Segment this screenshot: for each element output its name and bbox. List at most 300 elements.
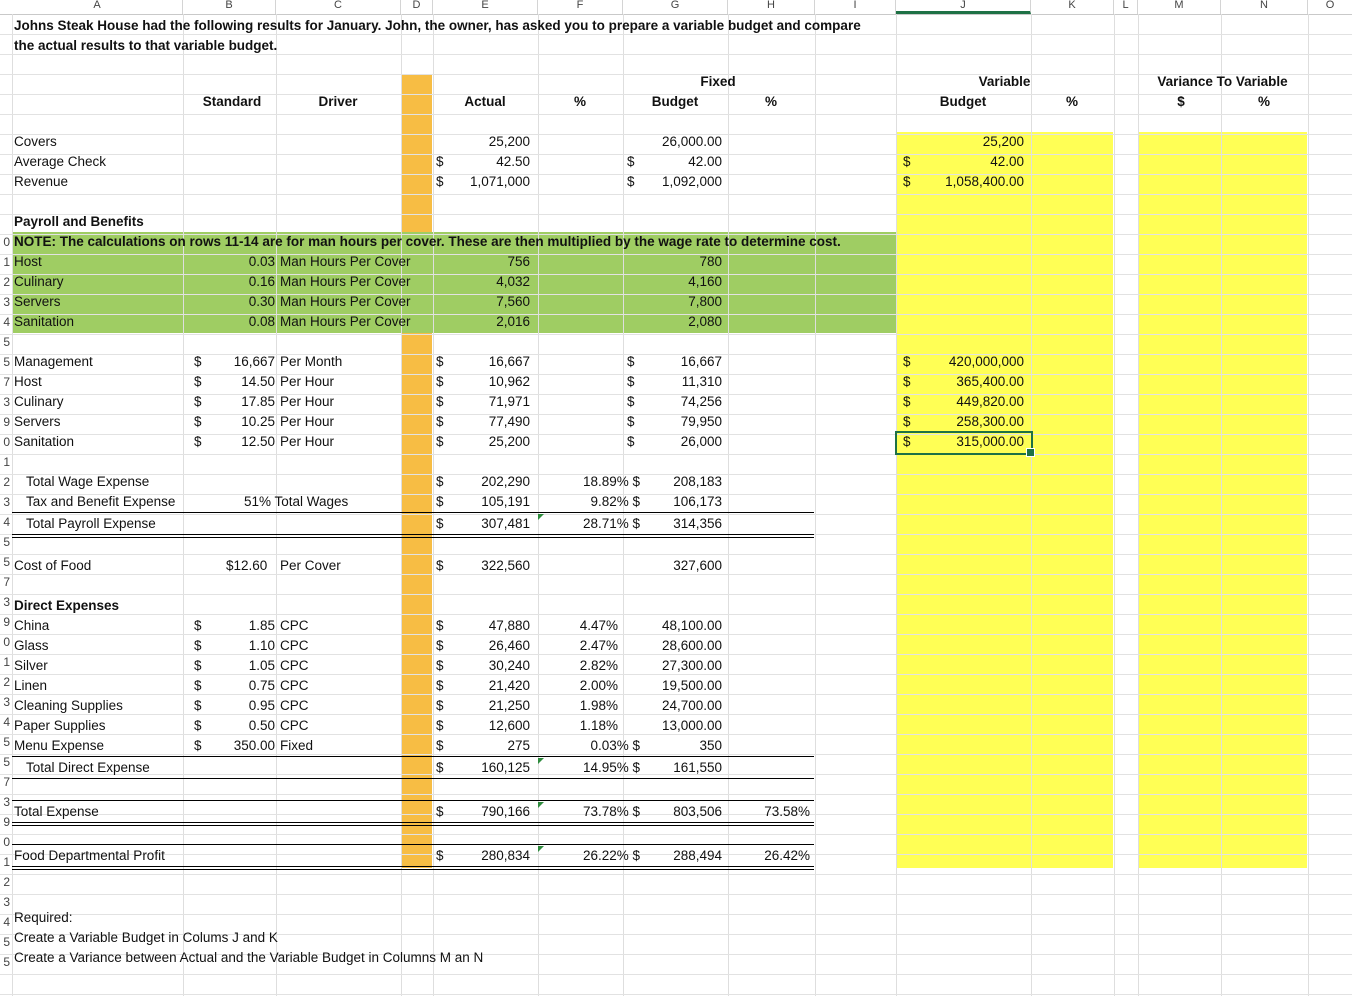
error-indicator-icon[interactable] xyxy=(538,514,544,520)
row-number[interactable]: 2 xyxy=(3,675,10,689)
col-header-i[interactable]: I xyxy=(815,0,896,14)
col-header-j[interactable]: J xyxy=(896,0,1031,14)
wage-actual-currency: $ xyxy=(436,374,444,389)
payroll-total-currency: $ xyxy=(436,516,444,531)
wage-budget-currency: $ xyxy=(627,374,635,389)
row-number[interactable]: 2 xyxy=(3,875,10,889)
profit-currency: $ xyxy=(436,848,444,863)
col-header-l[interactable]: L xyxy=(1114,0,1138,14)
profit-budget-pct[interactable]: 26.42% xyxy=(764,848,810,863)
gridline-vertical xyxy=(401,14,402,996)
gridline-horizontal xyxy=(0,894,1352,895)
direct-budget[interactable]: 19,500.00 xyxy=(661,678,722,693)
direct-driver[interactable]: CPC xyxy=(280,638,309,653)
wage-std-currency: $ xyxy=(194,434,202,449)
gridline-horizontal xyxy=(0,454,1352,455)
direct-budget[interactable]: 28,600.00 xyxy=(661,638,722,653)
direct-budget[interactable]: 48,100.00 xyxy=(661,618,722,633)
row-number[interactable]: 4 xyxy=(3,315,10,329)
gridline-horizontal xyxy=(0,594,1352,595)
direct-actual-currency: $ xyxy=(436,718,444,733)
var-avg-check-currency: $ xyxy=(903,154,911,169)
total-expense-currency: $ xyxy=(436,804,444,819)
payroll-total-actual[interactable]: 105,191 xyxy=(481,494,530,509)
border-line xyxy=(12,869,814,870)
direct-actual-currency: $ xyxy=(436,618,444,633)
direct-expense-label[interactable]: Paper Supplies xyxy=(14,718,106,733)
budget-covers[interactable]: 26,000.00 xyxy=(661,134,722,149)
row-number[interactable]: 3 xyxy=(3,495,10,509)
wage-actual-currency: $ xyxy=(436,414,444,429)
direct-expense-label[interactable]: Silver xyxy=(14,658,48,673)
wage-label[interactable]: Culinary xyxy=(14,394,64,409)
gridline-vertical xyxy=(12,14,13,996)
gridline-vertical xyxy=(183,14,184,996)
error-indicator-icon[interactable] xyxy=(538,758,544,764)
label-average-check[interactable]: Average Check xyxy=(14,154,107,169)
wage-var-currency: $ xyxy=(903,414,911,429)
wage-budget-currency: $ xyxy=(627,394,635,409)
border-line xyxy=(12,800,814,801)
payroll-total-label[interactable]: Total Wage Expense xyxy=(26,474,150,489)
total-expense-budget-pct[interactable]: 73.58% xyxy=(764,804,810,819)
man-hours-driver[interactable]: Man Hours Per Cover xyxy=(280,314,411,329)
row-number[interactable]: 5 xyxy=(3,755,10,769)
direct-budget[interactable]: 13,000.00 xyxy=(661,718,722,733)
man-hours-label[interactable]: Sanitation xyxy=(14,314,75,329)
col-header-o[interactable]: O xyxy=(1325,0,1335,11)
border-line xyxy=(12,534,814,535)
man-hours-label[interactable]: Host xyxy=(14,254,42,269)
var-budget-covers[interactable]: 25,200 xyxy=(982,134,1024,149)
var-budget-revenue[interactable]: 1,058,400.00 xyxy=(945,174,1024,189)
wage-actual[interactable]: 25,200 xyxy=(488,434,530,449)
row-number[interactable]: 3 xyxy=(3,295,10,309)
wage-actual-currency: $ xyxy=(436,394,444,409)
variable-budget-yellow-block xyxy=(896,132,1113,868)
direct-driver[interactable]: CPC xyxy=(280,718,309,733)
man-hours-standard[interactable]: 0.08 xyxy=(248,314,275,329)
label-revenue[interactable]: Revenue xyxy=(14,174,69,189)
var-revenue-currency: $ xyxy=(903,174,911,189)
wage-std-currency: $ xyxy=(194,414,202,429)
wage-var-budget[interactable]: 420,000,000 xyxy=(948,354,1024,369)
direct-expense-label[interactable]: China xyxy=(14,618,50,633)
row-number[interactable]: 7 xyxy=(3,575,10,589)
man-hours-budget[interactable]: 4,160 xyxy=(688,274,722,289)
total-expense-pct[interactable]: 73.78% $ xyxy=(582,804,640,819)
error-indicator-icon[interactable] xyxy=(538,846,544,852)
payroll-total-pct[interactable]: 9.82% $ xyxy=(590,494,640,509)
row-number[interactable]: 3 xyxy=(3,795,10,809)
man-hours-driver[interactable]: Man Hours Per Cover xyxy=(280,274,411,289)
wage-budget-currency: $ xyxy=(627,354,635,369)
gridline-horizontal xyxy=(0,874,1352,875)
row-number[interactable]: 9 xyxy=(3,615,10,629)
row-number[interactable]: 5 xyxy=(3,335,10,349)
direct-expense-label[interactable]: Cleaning Supplies xyxy=(14,698,123,713)
direct-budget[interactable]: 350 xyxy=(699,738,722,753)
direct-actual[interactable]: 275 xyxy=(507,738,530,753)
row-number[interactable]: 4 xyxy=(3,715,10,729)
payroll-section-title[interactable]: Payroll and Benefits xyxy=(14,214,144,229)
gridline-horizontal xyxy=(0,554,1352,555)
row-number[interactable]: 4 xyxy=(3,515,10,529)
gridline-vertical xyxy=(1031,14,1032,996)
row-number[interactable]: 7 xyxy=(3,775,10,789)
direct-std-currency: $ xyxy=(194,698,202,713)
direct-std-currency: $ xyxy=(194,658,202,673)
row-number[interactable]: 1 xyxy=(3,455,10,469)
border-line xyxy=(12,822,814,823)
required-item-1[interactable]: Create a Variable Budget in Colums J and K xyxy=(14,930,278,945)
payroll-total-budget[interactable]: 314,356 xyxy=(673,516,722,531)
wage-actual[interactable]: 16,667 xyxy=(488,354,530,369)
total-direct-currency: $ xyxy=(436,760,444,775)
direct-std-currency: $ xyxy=(194,678,202,693)
wage-label[interactable]: Host xyxy=(14,374,42,389)
title-line-1[interactable]: Johns Steak House had the following results for January. John, the owner, has asked you to prepare a variable budget and compare xyxy=(14,18,861,33)
budget-revenue[interactable]: 1,092,000 xyxy=(661,174,722,189)
gridline-horizontal xyxy=(0,194,1352,195)
direct-actual[interactable]: 26,460 xyxy=(488,638,530,653)
direct-actual[interactable]: 30,240 xyxy=(488,658,530,673)
row-number[interactable]: 0 xyxy=(3,635,10,649)
wage-standard[interactable]: 14.50 xyxy=(241,374,275,389)
man-hours-actual[interactable]: 756 xyxy=(507,254,530,269)
payroll-total-actual[interactable]: 202,290 xyxy=(481,474,530,489)
direct-actual[interactable]: 12,600 xyxy=(488,718,530,733)
row-number[interactable]: 3 xyxy=(3,695,10,709)
gridline-horizontal xyxy=(0,214,1352,215)
border-line xyxy=(12,778,814,779)
direct-expense-label[interactable]: Linen xyxy=(14,678,48,693)
wage-var-currency: $ xyxy=(903,394,911,409)
wage-std-currency: $ xyxy=(194,374,202,389)
payroll-total-label[interactable]: Total Payroll Expense xyxy=(26,516,156,531)
actual-avg-check[interactable]: 42.50 xyxy=(496,154,530,169)
col-header-e[interactable]: E xyxy=(433,0,538,14)
food-standard[interactable]: $12.60 xyxy=(226,558,268,573)
wage-budget-currency: $ xyxy=(627,434,635,449)
row-number[interactable]: 0 xyxy=(3,835,10,849)
man-hours-label[interactable]: Culinary xyxy=(14,274,64,289)
gridline-horizontal xyxy=(0,834,1352,835)
direct-actual-currency: $ xyxy=(436,638,444,653)
gridline-vertical xyxy=(1138,14,1139,996)
direct-standard[interactable]: 1.10 xyxy=(248,638,275,653)
header-actual[interactable]: Actual xyxy=(464,94,506,109)
food-budget[interactable]: 327,600 xyxy=(673,558,722,573)
row-number[interactable]: 1 xyxy=(3,655,10,669)
gridline-vertical xyxy=(1114,14,1115,996)
header-actual-pct[interactable]: % xyxy=(573,94,586,109)
direct-expenses-title[interactable]: Direct Expenses xyxy=(14,598,120,613)
wage-driver[interactable]: Per Hour xyxy=(280,434,335,449)
row-number[interactable]: 2 xyxy=(3,275,10,289)
payroll-total-budget[interactable]: 106,173 xyxy=(673,494,722,509)
direct-pct[interactable]: 0.03% $ xyxy=(590,738,640,753)
direct-driver[interactable]: CPC xyxy=(280,698,309,713)
gridline-horizontal xyxy=(0,114,1352,115)
actual-revenue-currency: $ xyxy=(436,174,444,189)
border-line xyxy=(12,537,814,538)
header-var-budget[interactable]: Budget xyxy=(939,94,987,109)
error-indicator-icon[interactable] xyxy=(538,802,544,808)
profit-budget[interactable]: 288,494 xyxy=(673,848,722,863)
wage-budget[interactable]: 11,310 xyxy=(681,374,722,389)
fill-handle[interactable] xyxy=(1026,448,1035,457)
gridline-horizontal xyxy=(0,794,1352,795)
label-total-expense[interactable]: Total Expense xyxy=(14,804,99,819)
direct-budget[interactable]: 27,300.00 xyxy=(661,658,722,673)
direct-std-currency: $ xyxy=(194,638,202,653)
active-cell-selection[interactable] xyxy=(895,431,1033,455)
row-number[interactable]: 4 xyxy=(3,915,10,929)
direct-expense-label[interactable]: Glass xyxy=(14,638,49,653)
direct-actual[interactable]: 47,880 xyxy=(488,618,530,633)
col-header-k[interactable]: K xyxy=(1031,0,1114,14)
col-header-c[interactable]: C xyxy=(276,0,401,14)
wage-budget[interactable]: 79,950 xyxy=(680,414,722,429)
wage-budget-currency: $ xyxy=(627,414,635,429)
man-hours-actual[interactable]: 4,032 xyxy=(496,274,530,289)
row-number[interactable]: 5 xyxy=(3,935,10,949)
direct-actual[interactable]: 21,250 xyxy=(488,698,530,713)
direct-std-currency: $ xyxy=(194,738,202,753)
total-expense-budget[interactable]: 803,506 xyxy=(673,804,722,819)
wage-driver[interactable]: Per Hour xyxy=(280,394,335,409)
border-line xyxy=(12,844,814,845)
header-var-budget-pct[interactable]: % xyxy=(1065,94,1078,109)
man-hours-budget[interactable]: 7,800 xyxy=(688,294,722,309)
gridline-vertical xyxy=(1308,14,1309,996)
header-variance-pct[interactable]: % xyxy=(1257,94,1270,109)
payroll-total-pct[interactable]: 18.89% $ xyxy=(582,474,640,489)
label-food-profit[interactable]: Food Departmental Profit xyxy=(14,848,165,863)
wage-label[interactable]: Sanitation xyxy=(14,434,75,449)
col-header-m[interactable]: M xyxy=(1138,0,1221,14)
row-number[interactable]: 5 xyxy=(3,555,10,569)
border-line xyxy=(12,866,814,867)
man-hours-budget[interactable]: 780 xyxy=(699,254,722,269)
row-number[interactable]: 5 xyxy=(3,955,10,969)
row-number[interactable]: 3 xyxy=(3,595,10,609)
direct-actual-currency: $ xyxy=(436,698,444,713)
col-header-a[interactable]: A xyxy=(12,0,183,14)
row-number[interactable]: 9 xyxy=(3,415,10,429)
man-hours-note[interactable]: NOTE: The calculations on rows 11-14 are for man hours per cover. These are then multiplied by the wage rate to determine cost. xyxy=(14,234,841,249)
man-hours-budget[interactable]: 2,080 xyxy=(688,314,722,329)
row-number[interactable]: 5 xyxy=(3,535,10,549)
payroll-total-budget[interactable]: 208,183 xyxy=(673,474,722,489)
gridline-horizontal xyxy=(0,914,1352,915)
direct-actual-currency: $ xyxy=(436,738,444,753)
direct-expense-label[interactable]: Menu Expense xyxy=(14,738,105,753)
direct-pct[interactable]: 1.98% xyxy=(579,698,618,713)
required-title[interactable]: Required: xyxy=(14,910,73,925)
header-standard[interactable]: Standard xyxy=(202,94,262,109)
var-budget-avg-check[interactable]: 42.00 xyxy=(990,154,1024,169)
wage-standard[interactable]: 10.25 xyxy=(241,414,275,429)
wage-actual[interactable]: 10,962 xyxy=(488,374,530,389)
wage-std-currency: $ xyxy=(194,354,202,369)
total-direct-budget[interactable]: 161,550 xyxy=(673,760,722,775)
total-direct-pct[interactable]: 14.95% $ xyxy=(582,760,640,775)
direct-driver[interactable]: CPC xyxy=(280,678,309,693)
direct-driver[interactable]: Fixed xyxy=(280,738,314,753)
wage-label[interactable]: Servers xyxy=(14,414,61,429)
header-budget[interactable]: Budget xyxy=(651,94,699,109)
gridline-horizontal xyxy=(0,334,1352,335)
payroll-total-actual[interactable]: 307,481 xyxy=(481,516,530,531)
actual-avg-check-currency: $ xyxy=(436,154,444,169)
direct-standard[interactable]: 0.75 xyxy=(248,678,275,693)
header-driver[interactable]: Driver xyxy=(318,94,358,109)
gridline-horizontal xyxy=(0,614,1352,615)
header-variance-dollar[interactable]: $ xyxy=(1177,94,1185,109)
row-number[interactable]: 3 xyxy=(3,895,10,909)
gridline-vertical xyxy=(1221,14,1222,996)
wage-var-currency: $ xyxy=(903,354,911,369)
wage-driver[interactable]: Per Hour xyxy=(280,374,335,389)
wage-actual[interactable]: 77,490 xyxy=(488,414,530,429)
actual-covers[interactable]: 25,200 xyxy=(488,134,530,149)
gridline-vertical xyxy=(815,14,816,996)
budget-revenue-currency: $ xyxy=(627,174,635,189)
direct-pct[interactable]: 2.47% xyxy=(579,638,618,653)
column-header-bar xyxy=(0,0,1352,15)
payroll-total-label[interactable]: Tax and Benefit Expense xyxy=(26,494,176,509)
border-line xyxy=(12,756,814,757)
direct-pct[interactable]: 2.82% xyxy=(579,658,618,673)
row-number[interactable]: 9 xyxy=(3,815,10,829)
direct-pct[interactable]: 1.18% xyxy=(579,718,618,733)
header-variable[interactable]: Variable xyxy=(978,74,1031,89)
man-hours-standard[interactable]: 0.03 xyxy=(248,254,275,269)
wage-var-budget[interactable]: 449,820.00 xyxy=(956,394,1024,409)
direct-driver[interactable]: CPC xyxy=(280,618,309,633)
payroll-total-currency: $ xyxy=(436,494,444,509)
direct-pct[interactable]: 2.00% xyxy=(579,678,618,693)
col-header-n[interactable]: N xyxy=(1221,0,1308,14)
wage-standard[interactable]: 17.85 xyxy=(241,394,275,409)
wage-std-currency: $ xyxy=(194,394,202,409)
direct-actual-currency: $ xyxy=(436,658,444,673)
row-number[interactable]: 5 xyxy=(3,735,10,749)
row-number[interactable]: 1 xyxy=(3,255,10,269)
payroll-total-currency: $ xyxy=(436,474,444,489)
direct-actual[interactable]: 21,420 xyxy=(488,678,530,693)
wage-budget[interactable]: 16,667 xyxy=(680,354,722,369)
col-header-f[interactable]: F xyxy=(538,0,623,14)
gridline-horizontal xyxy=(0,994,1352,995)
direct-standard[interactable]: 1.05 xyxy=(248,658,275,673)
gridline-horizontal xyxy=(0,974,1352,975)
man-hours-actual[interactable]: 2,016 xyxy=(496,314,530,329)
row-number[interactable]: 3 xyxy=(3,395,10,409)
wage-actual[interactable]: 71,971 xyxy=(488,394,530,409)
direct-standard[interactable]: 350.00 xyxy=(233,738,275,753)
title-line-2[interactable]: the actual results to that variable budget. xyxy=(14,38,278,53)
actual-revenue[interactable]: 1,071,000 xyxy=(469,174,530,189)
direct-budget[interactable]: 24,700.00 xyxy=(661,698,722,713)
direct-pct[interactable]: 4.47% xyxy=(579,618,618,633)
border-line xyxy=(12,825,814,826)
budget-avg-check-currency: $ xyxy=(627,154,635,169)
label-total-direct[interactable]: Total Direct Expense xyxy=(26,760,150,775)
man-hours-standard[interactable]: 0.30 xyxy=(248,294,275,309)
man-hours-label[interactable]: Servers xyxy=(14,294,61,309)
row-number[interactable]: 1 xyxy=(3,855,10,869)
row-number[interactable]: 0 xyxy=(3,235,10,249)
direct-driver[interactable]: CPC xyxy=(280,658,309,673)
wage-var-currency: $ xyxy=(903,434,911,449)
wage-budget[interactable]: 74,256 xyxy=(680,394,722,409)
header-fixed[interactable]: Fixed xyxy=(700,74,736,89)
wage-var-budget[interactable]: 365,400.00 xyxy=(956,374,1024,389)
payroll-total-pct[interactable]: 28.71% $ xyxy=(582,516,640,531)
label-cost-of-food[interactable]: Cost of Food xyxy=(14,558,92,573)
border-line xyxy=(12,512,814,513)
payroll-total-standard[interactable]: 51% Total Wages xyxy=(244,494,349,509)
required-item-2[interactable]: Create a Variance between Actual and the Variable Budget in Columns M an N xyxy=(14,950,484,965)
food-actual-currency: $ xyxy=(436,558,444,573)
variance-yellow-block xyxy=(1138,132,1307,868)
man-hours-driver[interactable]: Man Hours Per Cover xyxy=(280,254,411,269)
col-header-d[interactable]: D xyxy=(401,0,433,14)
food-driver[interactable]: Per Cover xyxy=(280,558,341,573)
wage-budget[interactable]: 26,000 xyxy=(680,434,722,449)
direct-standard[interactable]: 0.50 xyxy=(248,718,275,733)
wage-standard[interactable]: 12.50 xyxy=(241,434,275,449)
wage-var-budget[interactable]: 315,000.00 xyxy=(956,434,1024,449)
wage-actual-currency: $ xyxy=(436,434,444,449)
row-number[interactable]: 0 xyxy=(3,435,10,449)
total-expense-actual[interactable]: 790,166 xyxy=(481,804,530,819)
row-number[interactable]: 5 xyxy=(3,355,10,369)
wage-driver[interactable]: Per Hour xyxy=(280,414,335,429)
food-actual[interactable]: 322,560 xyxy=(481,558,530,573)
profit-pct[interactable]: 26.22% $ xyxy=(582,848,640,863)
direct-standard[interactable]: 1.85 xyxy=(248,618,275,633)
row-number[interactable]: 2 xyxy=(3,475,10,489)
man-hours-driver[interactable]: Man Hours Per Cover xyxy=(280,294,411,309)
man-hours-actual[interactable]: 7,560 xyxy=(496,294,530,309)
man-hours-standard[interactable]: 0.16 xyxy=(248,274,275,289)
wage-actual-currency: $ xyxy=(436,354,444,369)
total-direct-actual[interactable]: 160,125 xyxy=(481,760,530,775)
row-number[interactable]: 7 xyxy=(3,375,10,389)
direct-standard[interactable]: 0.95 xyxy=(248,698,275,713)
wage-var-currency: $ xyxy=(903,374,911,389)
header-variance[interactable]: Variance To Variable xyxy=(1157,74,1288,89)
header-budget-pct[interactable]: % xyxy=(764,94,777,109)
direct-std-currency: $ xyxy=(194,718,202,733)
direct-std-currency: $ xyxy=(194,618,202,633)
direct-actual-currency: $ xyxy=(436,678,444,693)
wage-standard[interactable]: 16,667 xyxy=(233,354,275,369)
col-header-g[interactable]: G xyxy=(623,0,728,14)
col-header-h[interactable]: H xyxy=(728,0,815,14)
profit-actual[interactable]: 280,834 xyxy=(481,848,530,863)
wage-var-budget[interactable]: 258,300.00 xyxy=(956,414,1024,429)
budget-avg-check[interactable]: 42.00 xyxy=(688,154,722,169)
wage-label[interactable]: Management xyxy=(14,354,93,369)
col-header-b[interactable]: B xyxy=(183,0,276,14)
wage-driver[interactable]: Per Month xyxy=(280,354,343,369)
label-covers[interactable]: Covers xyxy=(14,134,57,149)
